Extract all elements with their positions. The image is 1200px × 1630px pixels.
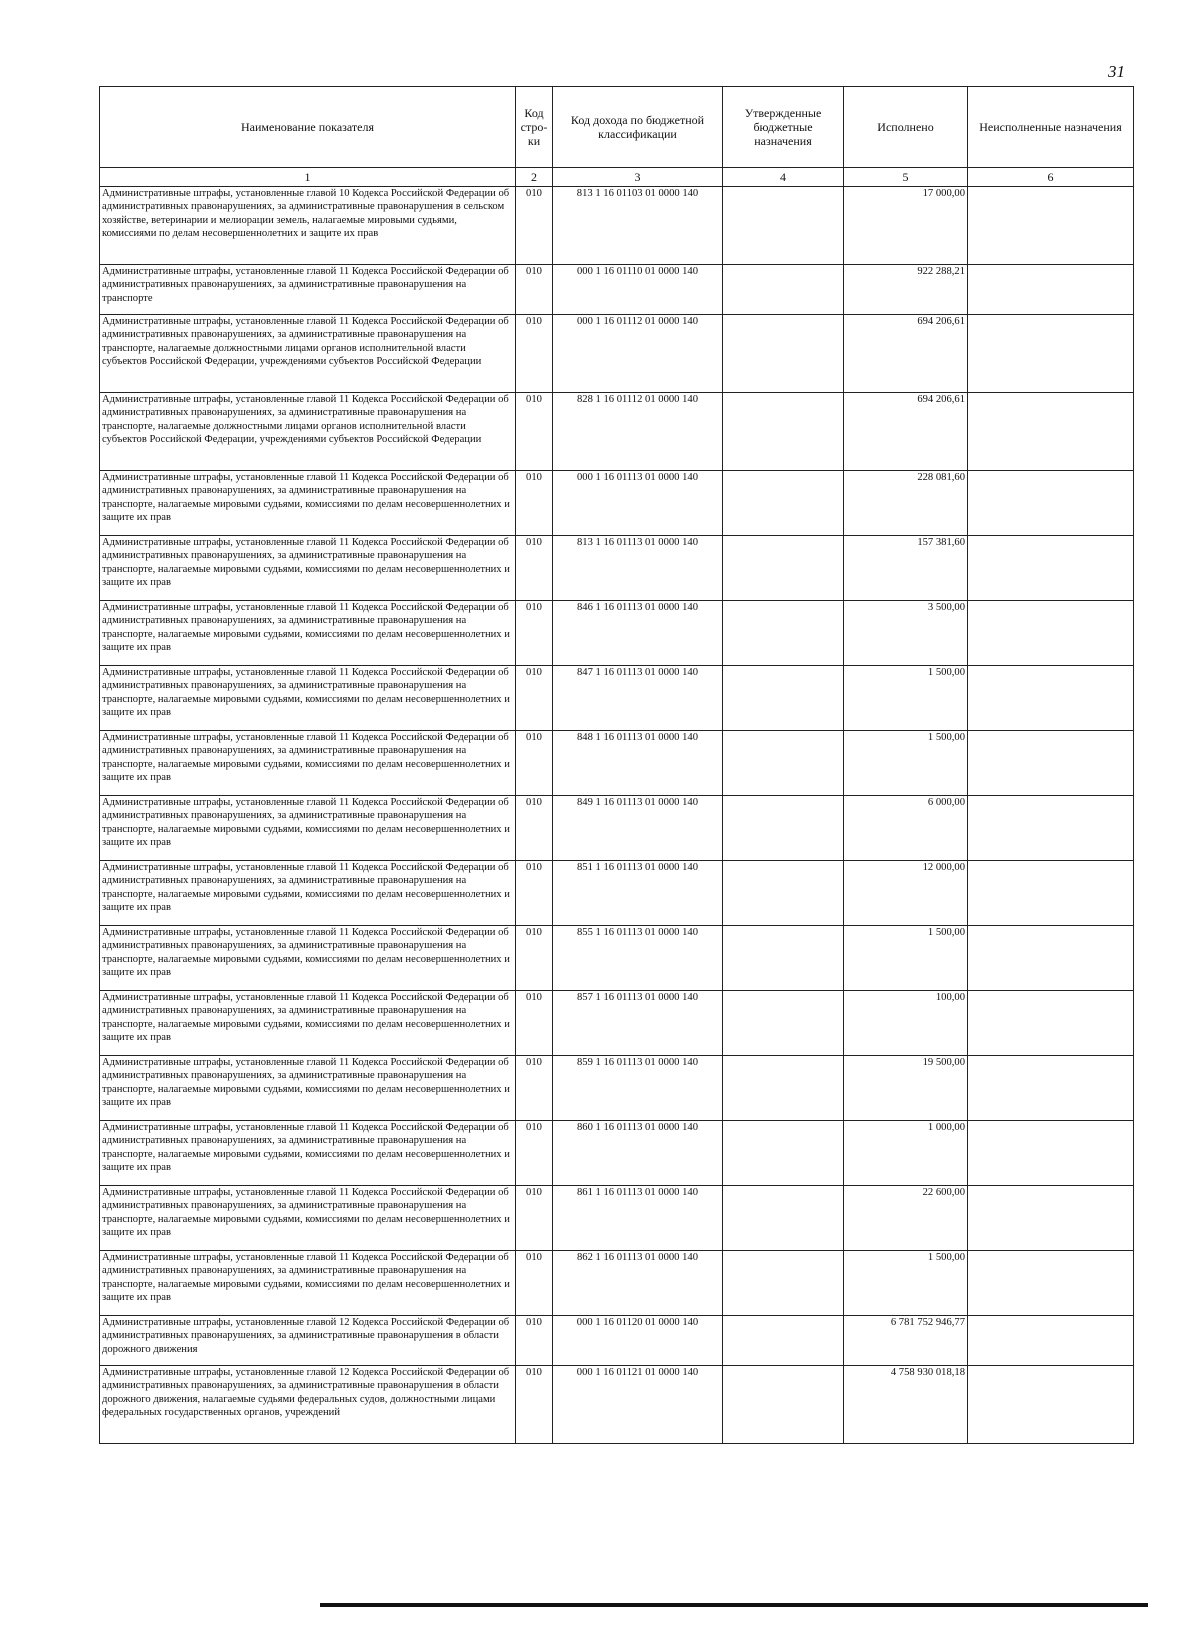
revenue-code-cell: 828 1 16 01112 01 0000 140: [553, 393, 723, 471]
unexecuted-cell: [968, 926, 1134, 991]
unexecuted-cell: [968, 601, 1134, 666]
unexecuted-cell: [968, 991, 1134, 1056]
approved-cell: [723, 393, 844, 471]
approved-cell: [723, 187, 844, 265]
header-unexecuted: Неисполненные назначения: [968, 87, 1134, 168]
table-row: [100, 991, 1134, 1056]
unexecuted-cell: [968, 265, 1134, 315]
executed-cell: 1 500,00: [844, 1251, 968, 1316]
executed-cell: 1 500,00: [844, 731, 968, 796]
revenue-code-cell: 000 1 16 01113 01 0000 140: [553, 471, 723, 536]
unexecuted-cell: [968, 1121, 1134, 1186]
revenue-code-cell: 862 1 16 01113 01 0000 140: [553, 1251, 723, 1316]
column-number: 3: [553, 168, 723, 187]
indicator-name-cell: Административные штрафы, установленные главой 11 Кодекса Российской Федерации об административных правонарушениях, за административные правонарушения на транспорте, налагаемые мировыми судьями, комиссиями по делам несовершеннолетних и защите их прав: [100, 536, 516, 601]
executed-cell: 922 288,21: [844, 265, 968, 315]
executed-cell: 1 500,00: [844, 926, 968, 991]
executed-cell: 1 500,00: [844, 666, 968, 731]
approved-cell: [723, 666, 844, 731]
table-row: [100, 536, 1134, 601]
line-code-cell: 010: [516, 796, 553, 861]
line-code-cell: 010: [516, 1251, 553, 1316]
revenue-code-cell: 000 1 16 01121 01 0000 140: [553, 1366, 723, 1444]
approved-cell: [723, 1366, 844, 1444]
table-row: [100, 861, 1134, 926]
indicator-name-cell: Административные штрафы, установленные главой 11 Кодекса Российской Федерации об административных правонарушениях, за административные правонарушения на транспорте, налагаемые мировыми судьями, комиссиями по делам несовершеннолетних и защите их прав: [100, 796, 516, 861]
approved-cell: [723, 1316, 844, 1366]
line-code-cell: 010: [516, 1366, 553, 1444]
executed-cell: 694 206,61: [844, 315, 968, 393]
indicator-name-cell: Административные штрафы, установленные главой 12 Кодекса Российской Федерации об административных правонарушениях, за административные правонарушения в области дорожного движения, налагаемые судьями федеральных судов, должностными лицами федеральных государственных органов, учреждений: [100, 1366, 516, 1444]
approved-cell: [723, 796, 844, 861]
scan-bottom-rule: [320, 1603, 1148, 1607]
column-number-row: [100, 168, 1134, 187]
table-row: [100, 1251, 1134, 1316]
indicator-name-cell: Административные штрафы, установленные главой 11 Кодекса Российской Федерации об административных правонарушениях, за административные правонарушения на транспорте, налагаемые мировыми судьями, комиссиями по делам несовершеннолетних и защите их прав: [100, 861, 516, 926]
indicator-name-cell: Административные штрафы, установленные главой 11 Кодекса Российской Федерации об административных правонарушениях, за административные правонарушения на транспорте, налагаемые мировыми судьями, комиссиями по делам несовершеннолетних и защите их прав: [100, 1186, 516, 1251]
line-code-cell: 010: [516, 861, 553, 926]
unexecuted-cell: [968, 187, 1134, 265]
column-number: 2: [516, 168, 553, 187]
executed-cell: 6 000,00: [844, 796, 968, 861]
executed-cell: 19 500,00: [844, 1056, 968, 1121]
line-code-cell: 010: [516, 926, 553, 991]
indicator-name-cell: Административные штрафы, установленные главой 11 Кодекса Российской Федерации об административных правонарушениях, за административные правонарушения на транспорте, налагаемые мировыми судьями, комиссиями по делам несовершеннолетних и защите их прав: [100, 1121, 516, 1186]
table-row: [100, 1121, 1134, 1186]
line-code-cell: 010: [516, 601, 553, 666]
approved-cell: [723, 265, 844, 315]
revenue-code-cell: 813 1 16 01103 01 0000 140: [553, 187, 723, 265]
approved-cell: [723, 731, 844, 796]
indicator-name-cell: Административные штрафы, установленные главой 12 Кодекса Российской Федерации об административных правонарушениях, за административные правонарушения в области дорожного движения: [100, 1316, 516, 1366]
revenue-code-cell: 846 1 16 01113 01 0000 140: [553, 601, 723, 666]
line-code-cell: 010: [516, 991, 553, 1056]
line-code-cell: 010: [516, 393, 553, 471]
unexecuted-cell: [968, 471, 1134, 536]
unexecuted-cell: [968, 1251, 1134, 1316]
table-row: [100, 1056, 1134, 1121]
executed-cell: 22 600,00: [844, 1186, 968, 1251]
column-number: 4: [723, 168, 844, 187]
line-code-cell: 010: [516, 1186, 553, 1251]
revenue-code-cell: 860 1 16 01113 01 0000 140: [553, 1121, 723, 1186]
table-row: [100, 1366, 1134, 1444]
unexecuted-cell: [968, 666, 1134, 731]
line-code-cell: 010: [516, 731, 553, 796]
column-number: 6: [968, 168, 1134, 187]
column-number: 1: [100, 168, 516, 187]
revenue-code-cell: 813 1 16 01113 01 0000 140: [553, 536, 723, 601]
unexecuted-cell: [968, 1186, 1134, 1251]
table-row: [100, 1316, 1134, 1366]
revenue-code-cell: 000 1 16 01110 01 0000 140: [553, 265, 723, 315]
indicator-name-cell: Административные штрафы, установленные главой 11 Кодекса Российской Федерации об административных правонарушениях, за административные правонарушения на транспорте, налагаемые мировыми судьями, комиссиями по делам несовершеннолетних и защите их прав: [100, 731, 516, 796]
approved-cell: [723, 926, 844, 991]
unexecuted-cell: [968, 1316, 1134, 1366]
table-row: [100, 731, 1134, 796]
line-code-cell: 010: [516, 1121, 553, 1186]
header-indicator-name: Наименование показателя: [100, 87, 516, 168]
table-row: [100, 666, 1134, 731]
revenue-code-cell: 000 1 16 01112 01 0000 140: [553, 315, 723, 393]
indicator-name-cell: Административные штрафы, установленные главой 11 Кодекса Российской Федерации об административных правонарушениях, за административные правонарушения на транспорте, налагаемые должностными лицами органов исполнительной власти субъектов Российской Федерации, учреждениями субъектов Российской Федерации: [100, 315, 516, 393]
unexecuted-cell: [968, 1366, 1134, 1444]
indicator-name-cell: Административные штрафы, установленные главой 11 Кодекса Российской Федерации об административных правонарушениях, за административные правонарушения на транспорте: [100, 265, 516, 315]
table-row: [100, 393, 1134, 471]
executed-cell: 17 000,00: [844, 187, 968, 265]
executed-cell: 1 000,00: [844, 1121, 968, 1186]
header-line-code: Код стро- ки: [516, 87, 553, 168]
approved-cell: [723, 536, 844, 601]
line-code-cell: 010: [516, 187, 553, 265]
table-row: [100, 471, 1134, 536]
revenue-code-cell: 000 1 16 01120 01 0000 140: [553, 1316, 723, 1366]
revenue-code-cell: 848 1 16 01113 01 0000 140: [553, 731, 723, 796]
revenue-code-cell: 861 1 16 01113 01 0000 140: [553, 1186, 723, 1251]
revenue-code-cell: 859 1 16 01113 01 0000 140: [553, 1056, 723, 1121]
executed-cell: 12 000,00: [844, 861, 968, 926]
executed-cell: 228 081,60: [844, 471, 968, 536]
line-code-cell: 010: [516, 666, 553, 731]
column-number: 5: [844, 168, 968, 187]
unexecuted-cell: [968, 315, 1134, 393]
table-header-row: [100, 87, 1134, 168]
unexecuted-cell: [968, 536, 1134, 601]
indicator-name-cell: Административные штрафы, установленные главой 11 Кодекса Российской Федерации об административных правонарушениях, за административные правонарушения на транспорте, налагаемые мировыми судьями, комиссиями по делам несовершеннолетних и защите их прав: [100, 1251, 516, 1316]
approved-cell: [723, 1251, 844, 1316]
executed-cell: 3 500,00: [844, 601, 968, 666]
unexecuted-cell: [968, 861, 1134, 926]
approved-cell: [723, 991, 844, 1056]
line-code-cell: 010: [516, 471, 553, 536]
approved-cell: [723, 1056, 844, 1121]
line-code-cell: 010: [516, 265, 553, 315]
revenue-execution-table: [99, 86, 1134, 1444]
revenue-code-cell: 855 1 16 01113 01 0000 140: [553, 926, 723, 991]
unexecuted-cell: [968, 1056, 1134, 1121]
indicator-name-cell: Административные штрафы, установленные главой 11 Кодекса Российской Федерации об административных правонарушениях, за административные правонарушения на транспорте, налагаемые мировыми судьями, комиссиями по делам несовершеннолетних и защите их прав: [100, 471, 516, 536]
indicator-name-cell: Административные штрафы, установленные главой 10 Кодекса Российской Федерации об административных правонарушениях, за административные правонарушения в сельском хозяйстве, ветеринарии и мелиорации земель, налагаемые мировыми судьями, комиссиями по делам несовершеннолетних и защите их прав: [100, 187, 516, 265]
table-row: [100, 187, 1134, 265]
table-row: [100, 796, 1134, 861]
indicator-name-cell: Административные штрафы, установленные главой 11 Кодекса Российской Федерации об административных правонарушениях, за административные правонарушения на транспорте, налагаемые мировыми судьями, комиссиями по делам несовершеннолетних и защите их прав: [100, 666, 516, 731]
line-code-cell: 010: [516, 1056, 553, 1121]
indicator-name-cell: Административные штрафы, установленные главой 11 Кодекса Российской Федерации об административных правонарушениях, за административные правонарушения на транспорте, налагаемые мировыми судьями, комиссиями по делам несовершеннолетних и защите их прав: [100, 991, 516, 1056]
line-code-cell: 010: [516, 315, 553, 393]
line-code-cell: 010: [516, 1316, 553, 1366]
executed-cell: 4 758 930 018,18: [844, 1366, 968, 1444]
executed-cell: 694 206,61: [844, 393, 968, 471]
indicator-name-cell: Административные штрафы, установленные главой 11 Кодекса Российской Федерации об административных правонарушениях, за административные правонарушения на транспорте, налагаемые мировыми судьями, комиссиями по делам несовершеннолетних и защите их прав: [100, 601, 516, 666]
indicator-name-cell: Административные штрафы, установленные главой 11 Кодекса Российской Федерации об административных правонарушениях, за административные правонарушения на транспорте, налагаемые мировыми судьями, комиссиями по делам несовершеннолетних и защите их прав: [100, 926, 516, 991]
table-row: [100, 315, 1134, 393]
line-code-cell: 010: [516, 536, 553, 601]
indicator-name-cell: Административные штрафы, установленные главой 11 Кодекса Российской Федерации об административных правонарушениях, за административные правонарушения на транспорте, налагаемые должностными лицами органов исполнительной власти субъектов Российской Федерации, учреждениями субъектов Российской Федерации: [100, 393, 516, 471]
unexecuted-cell: [968, 796, 1134, 861]
header-executed: Исполнено: [844, 87, 968, 168]
unexecuted-cell: [968, 393, 1134, 471]
header-revenue-code: Код дохода по бюджетной классификации: [553, 87, 723, 168]
revenue-code-cell: 857 1 16 01113 01 0000 140: [553, 991, 723, 1056]
header-approved: Утвержденные бюджетные назначения: [723, 87, 844, 168]
table-body: [100, 187, 1134, 1444]
executed-cell: 6 781 752 946,77: [844, 1316, 968, 1366]
table-row: [100, 926, 1134, 991]
revenue-code-cell: 847 1 16 01113 01 0000 140: [553, 666, 723, 731]
unexecuted-cell: [968, 731, 1134, 796]
page-number: 31: [1108, 62, 1125, 81]
approved-cell: [723, 1121, 844, 1186]
approved-cell: [723, 315, 844, 393]
executed-cell: 157 381,60: [844, 536, 968, 601]
revenue-code-cell: 849 1 16 01113 01 0000 140: [553, 796, 723, 861]
table-row: [100, 601, 1134, 666]
approved-cell: [723, 861, 844, 926]
approved-cell: [723, 1186, 844, 1251]
table-row: [100, 1186, 1134, 1251]
approved-cell: [723, 471, 844, 536]
table-row: [100, 265, 1134, 315]
executed-cell: 100,00: [844, 991, 968, 1056]
revenue-code-cell: 851 1 16 01113 01 0000 140: [553, 861, 723, 926]
indicator-name-cell: Административные штрафы, установленные главой 11 Кодекса Российской Федерации об административных правонарушениях, за административные правонарушения на транспорте, налагаемые мировыми судьями, комиссиями по делам несовершеннолетних и защите их прав: [100, 1056, 516, 1121]
approved-cell: [723, 601, 844, 666]
